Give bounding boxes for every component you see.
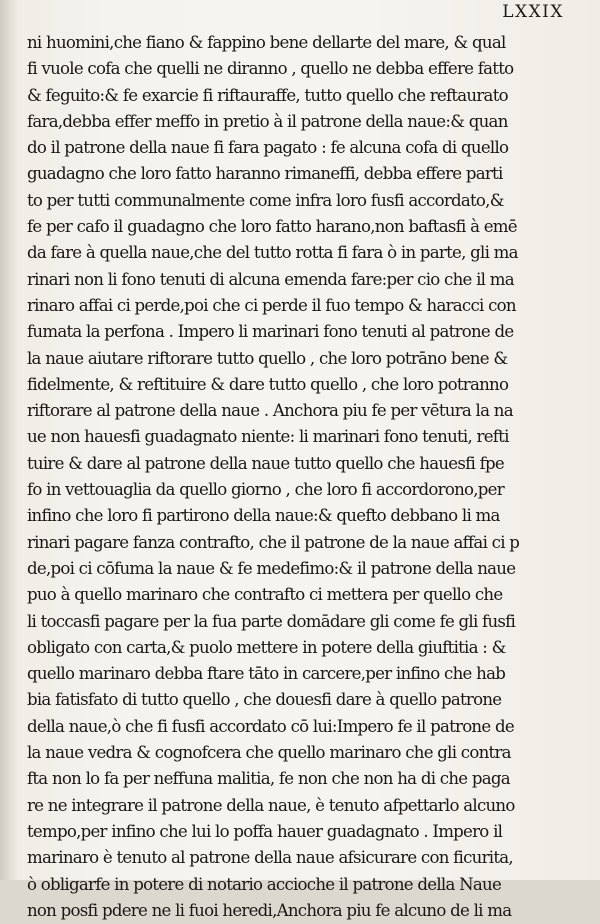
text-line-1: ni huomini,che fiano & fappino bene dellarte del mare, & qual xyxy=(27,33,506,52)
text-line-3: & feguito:& fe exarcie fi riftauraffe, tutto quello che reftaurato xyxy=(27,85,508,105)
folio-number: LXXIX xyxy=(502,2,564,22)
text-line-30: re ne integrare il patrone della naue, è tenuto afpettarlo alcuno xyxy=(27,795,515,815)
text-line-5: do il patrone della naue fi fara pagato : fe alcuna cofa di quello xyxy=(27,138,509,158)
text-line-15: riftorare al patrone della naue . Anchora piu fe per vētura la na xyxy=(27,401,513,421)
text-line-31: tempo,per infino che lui lo poffa hauer guadagnato . Impero il xyxy=(27,821,503,841)
text-line-6: guadagno che loro fatto haranno rimaneffi, debba effere parti xyxy=(27,164,503,184)
text-line-23: li toccasfi pagare per la fua parte domādare gli come fe gli fusfi xyxy=(27,611,516,631)
text-line-34: non posfi pdere ne li fuoi heredi,Anchora piu fe alcuno de li ma xyxy=(27,900,512,920)
text-line-26: bia fatisfato di tutto quello , che douesfi dare à quello patrone xyxy=(27,690,502,710)
text-line-24: obligato con carta,& puolo mettere in potere della giuftitia : & xyxy=(27,637,506,657)
text-line-22: puo à quello marinaro che contrafto ci mettera per quello che xyxy=(27,585,503,605)
text-line-33: ò obligarfe in potere di notario accioche il patrone della Naue xyxy=(27,874,502,894)
text-line-32: marinaro è tenuto al patrone della naue afsicurare con ficurita, xyxy=(27,848,513,868)
text-line-8: fe per cafo il guadagno che loro fatto harano,non baftasfi à emē xyxy=(27,217,517,237)
text-line-2: fi vuole cofa che quelli ne diranno , quello ne debba effere fatto xyxy=(27,59,514,79)
text-line-12: fumata la perfona . Impero li marinari fono tenuti al patrone de xyxy=(27,322,514,342)
text-line-13: la naue aiutare riftorare tutto quello , che loro potrāno bene & xyxy=(27,348,508,368)
text-line-17: tuire & dare al patrone della naue tutto quello che hauesfi fpe xyxy=(27,453,504,473)
text-line-21: de,poi ci cōfuma la naue & fe medefimo:& il patrone della naue xyxy=(27,558,516,578)
text-line-14: fidelmente, & reftituire & dare tutto quello , che loro potranno xyxy=(27,374,509,394)
text-line-29: fta non lo fa per neffuna malitia, fe non che non ha di che paga xyxy=(27,769,510,789)
text-line-25: quello marinaro debba ftare tāto in carcere,per infino che hab xyxy=(27,664,506,684)
text-line-28: la naue vedra & cognofcera che quello marinaro che gli contra xyxy=(27,743,511,763)
text-line-11: rinaro affai ci perde,poi che ci perde il fuo tempo & haracci con xyxy=(27,295,516,315)
text-line-20: rinari pagare fanza contrafto, che il patrone de la naue affai ci p xyxy=(27,532,520,552)
text-line-4: fara,debba effer meffo in pretio à il patrone della naue:& quan xyxy=(27,111,508,131)
text-line-19: infino che loro fi partirono della naue:& quefto debbano li ma xyxy=(27,506,500,526)
text-line-18: fo in vettouaglia da quello giorno , che loro fi accordorono,per xyxy=(27,480,504,500)
text-line-10: rinari non li fono tenuti di alcuna emenda fare:per cio che il ma xyxy=(27,269,514,289)
text-line-16: ue non hauesfi guadagnato niente: li marinari fono tenuti, refti xyxy=(27,427,509,447)
text-line-27: della naue,ò che fi fusfi accordato cō lui:Impero fe il patrone de xyxy=(27,716,514,736)
text-line-9: da fare à quella naue,che del tutto rotta fi fara ò in parte, gli ma xyxy=(27,243,518,263)
text-block xyxy=(27,30,573,924)
text-line-7: to per tutti communalmente come infra loro fusfi accordato,& xyxy=(27,190,504,210)
